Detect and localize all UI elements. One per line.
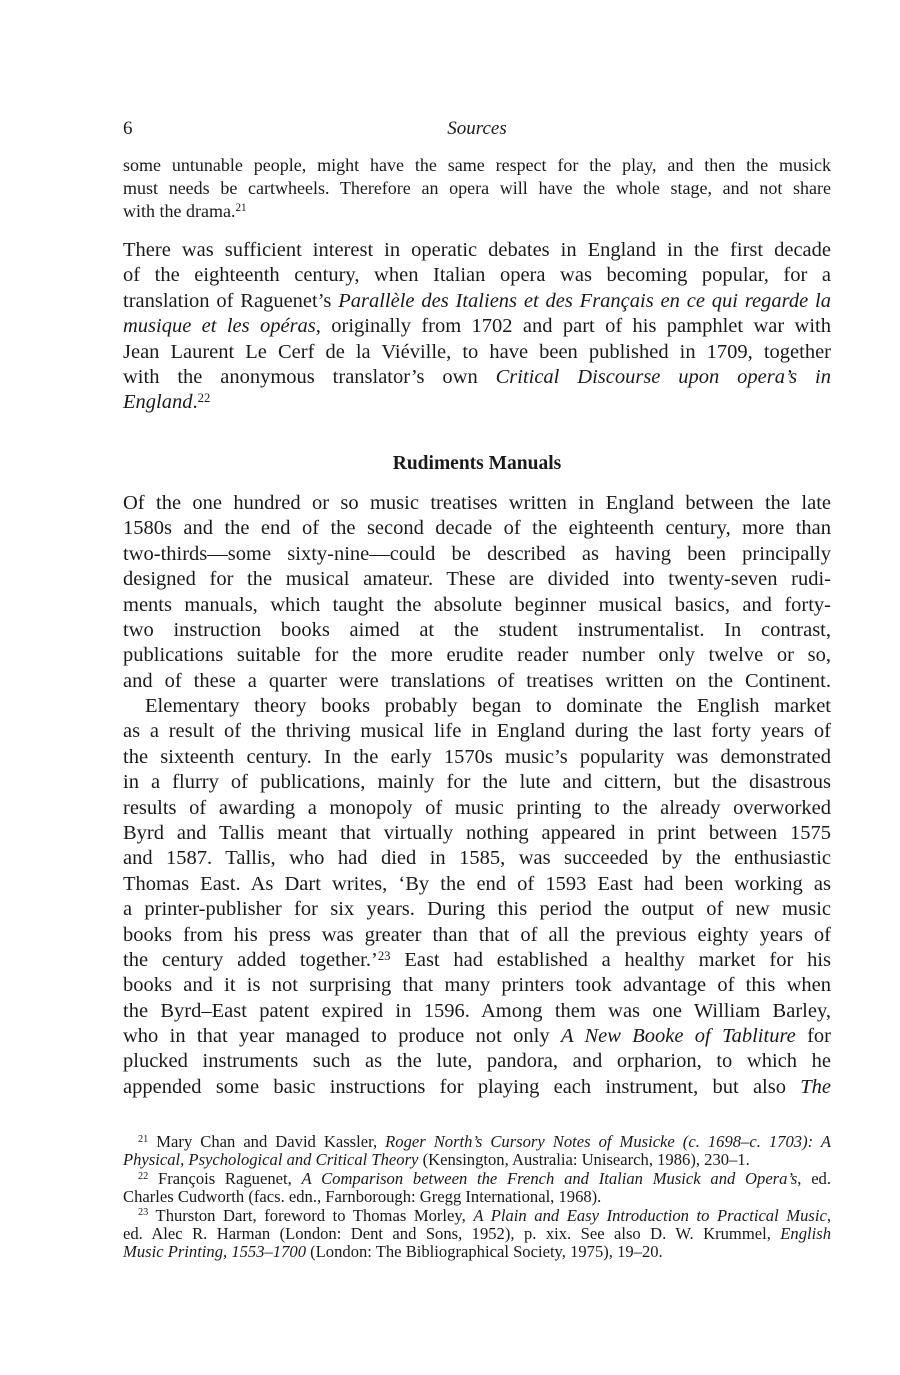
quote-line: with the drama.$^{21}$	[123, 201, 247, 221]
running-head	[123, 118, 831, 142]
title-paralele: Parallèle des Italiens et des Français en ce qui regarde la	[338, 289, 831, 312]
paragraph-elementary-theory: Elementary theory books probably began to dominate the English market as a result of the thriving musical life in England during the last forty years of the sixteenth century. In the early 1570s music’s popularity was demonstrated in a flurry of publications, mainly for the lute and cittern, but the disastrous results of awarding a monopoly of music printing to the already overworked Byrd and Tallis meant that virtually nothing appeared in print between 1575 and 1587. Tallis, who had died in 1585, was succeeded by the enthusiastic Thomas East. As Dart writes, ‘By the end of 1593 East had been working as a printer-publisher for six years. During this period the output of new music books from his press was greater than that of all the previous eighty years of the century added together.’$^{23}$ East had established a healthy market for his books and it is not surprising that many printers took advantage of this when the Byrd–East patent expired in 1596. Among them was one William Barley, who in that year managed to produce not only A New Booke of Tabliture for plucked instruments such as the lute, pandora, and orpharion, to which he appended some basic instructions for playing each instrument, but also The	[123, 695, 832, 1098]
paragraph-operatic-debates: There was sufficient interest in operatic debates in England in the first decade of the eighteenth century, when Italian opera was becoming popular, for a translation of Raguenet’s Parallèle des Italiens et des Français en ce qui regarde la musique et les opéras, originally from 1702 and part of his pamphlet war with Jean Laurent Le Cerf de la Viéville, to have been published in 1709, together with the anonymous translator’s own Critical Discourse upon opera’s in England.$^{22}$	[123, 239, 831, 414]
footnote-22: $^{22}$ François Raguenet, A Comparison between the French and Italian Musick and Opera’s, ed. Charles Cudworth (facs. edn., Farnborough: Gregg International, 1968).	[123, 1168, 832, 1207]
footnotes	[123, 1133, 831, 1262]
section-heading: Rudiments Manuals	[392, 453, 562, 474]
footnote-23: $^{23}$ Thurston Dart, foreword to Thomas Morley, A Plain and Easy Introduction to Practical Music, ed. Alec R. Harman (London: Dent and Sons, 1952), p. xix. See also D. W. Krummel, English Music Printing, 1553–1700 (London: The Bibliographical Society, 1975), 19–20.	[123, 1205, 831, 1262]
page-number: 6	[123, 118, 133, 139]
paragraph-treatises: Of the one hundred or so music treatises written in England between the late 1580s and the end of the second decade of the eighteenth century, more than two-thirds—some sixty-nine—could be described as having been principally designed for the musical amateur. These are divided into twenty-seven rudi- ments manuals, which taught the absolute beginner musical basics, and forty- two instruction books aimed at the student instrumentalist. In contrast, publications suitable for the more erudite reader number only twelve or so, and of these a quarter were translations of treatises written on the Continent.	[123, 492, 831, 692]
block-quote	[123, 154, 831, 223]
footnote-21: $^{21}$ Mary Chan and David Kassler, Roger North’s Cursory Notes of Musicke (c. 1698–c. 1703): A Physical, Psychological and Critical Theory (Kensington, Australia: Unisearch, 1986), 230–1.	[123, 1132, 831, 1170]
title-critical-discourse: Critical Discourse upon opera’s in	[495, 365, 831, 388]
running-title: Sources	[447, 118, 507, 139]
footnote-ref-21[interactable]: 21	[235, 202, 247, 215]
footnote-ref-22[interactable]: 22	[197, 391, 211, 405]
quote-line: some untunable people, might have the same respect for the play, and then the musick	[123, 155, 831, 175]
footnote-ref-23[interactable]: 23	[377, 948, 391, 963]
title-new-booke: A New Booke of Tabliture	[560, 1025, 796, 1048]
quote-line: must needs be cartwheels. Therefore an opera will have the whole stage, and not share	[123, 178, 831, 198]
